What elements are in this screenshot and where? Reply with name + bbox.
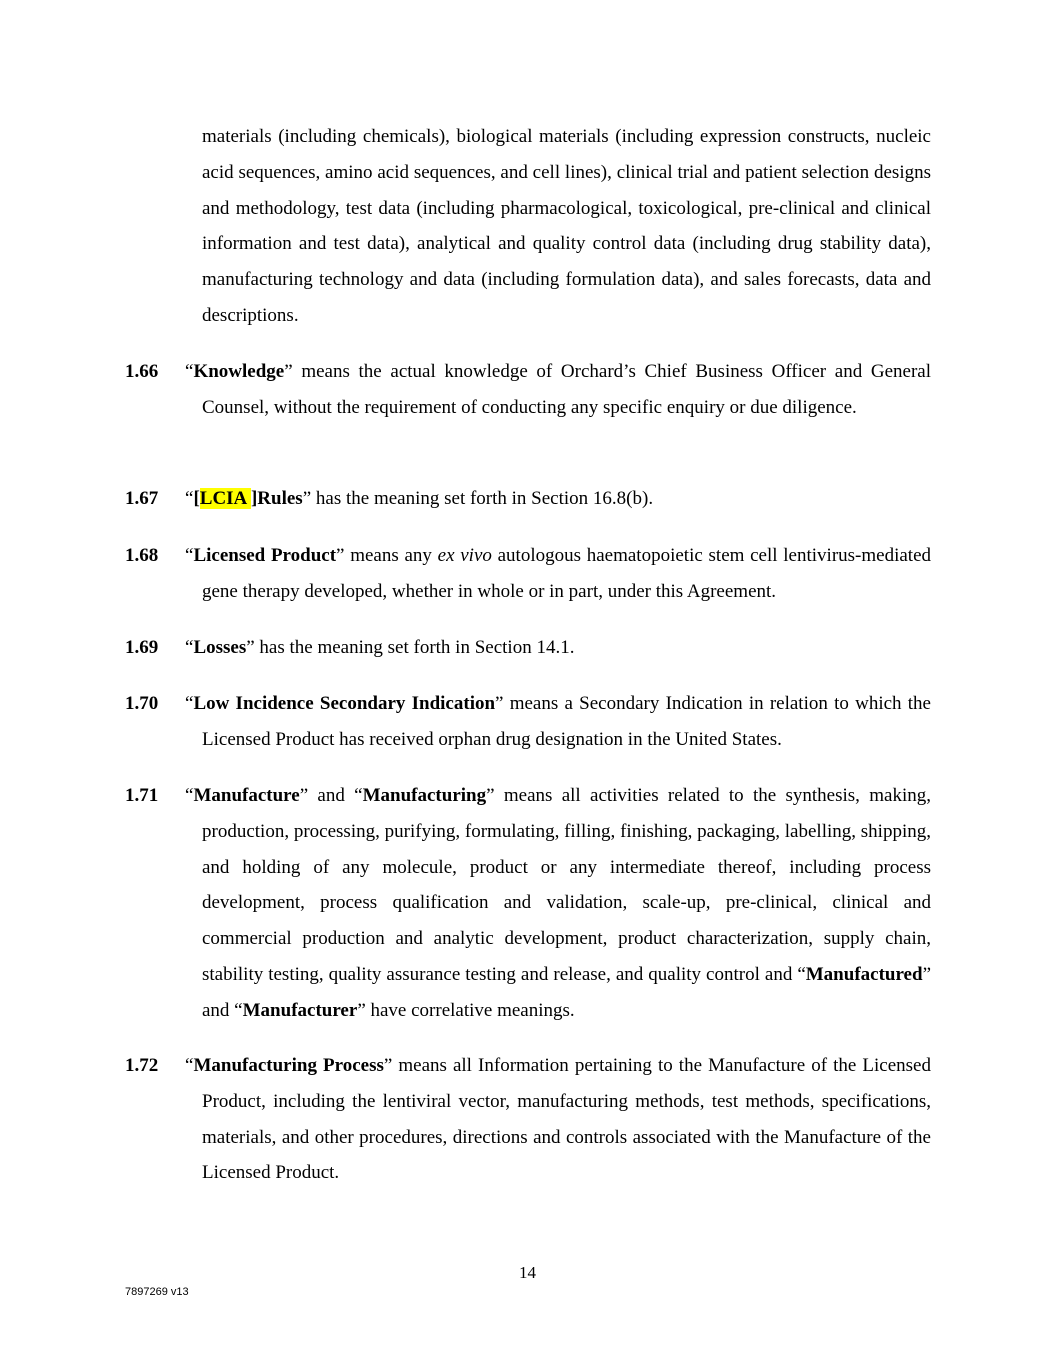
clause-number: 1.71 — [125, 785, 159, 806]
clause-number: 1.66 — [125, 361, 159, 382]
definition-text: ” has the meaning set forth in Section 16.8(b). — [302, 488, 654, 509]
defined-term: Knowledge — [193, 361, 285, 382]
open-quote: “ — [185, 1055, 194, 1076]
italic-phrase: ex vivo — [437, 545, 492, 566]
clause-1-66 — [125, 354, 931, 426]
defined-term: Licensed Product — [193, 545, 337, 566]
definition-text: ” has the meaning set forth in Section 14.1. — [246, 637, 575, 658]
clause-1-69 — [125, 630, 931, 666]
defined-term: Manufacturing Process — [193, 1055, 384, 1076]
clause-1-71 — [125, 778, 931, 1029]
definition-text: ” means the actual knowledge of Orchard’s Chief Business Officer and General Counsel, without the requirement of conducting any specific enquiry or due diligence. — [202, 361, 931, 418]
clause-1-68 — [125, 538, 931, 610]
defined-term: Low Incidence Secondary Indication — [193, 693, 496, 714]
defined-term-3: Manufactured — [805, 963, 923, 985]
clause-1-72 — [125, 1048, 931, 1191]
definition-text: ” means all Information pertaining to the Manufacture of the Licensed Product, including the lentiviral vector, manufacturing methods, test methods, specifications, materials, and other procedures, directions and controls associated with the Manufacture of the Licensed Product. — [202, 1055, 931, 1184]
open-quote: “ — [185, 785, 194, 806]
definition-text: ” means any — [336, 545, 438, 566]
bracket-open: [ — [193, 488, 200, 509]
defined-term: Losses — [193, 637, 247, 658]
open-quote: “ — [185, 545, 194, 566]
definition-text-end: ” have correlative meanings. — [357, 999, 575, 1021]
clause-number: 1.68 — [125, 545, 159, 566]
continuation-paragraph: materials (including chemicals), biological materials (including expression constructs, nucleic acid sequences, amino acid sequences, and cell lines), clinical trial and patient selection designs and methodology, test data (including pharmacological, toxicological, pre-clinical and clinical information and test data), analytical and quality control data (including drug stability data), manufacturing technology and data (including formulation data), and sales forecasts, data and descriptions. — [202, 126, 931, 326]
clause-number: 1.69 — [125, 637, 159, 658]
clause-1-70 — [125, 686, 931, 758]
highlighted-term: LCIA — [199, 488, 251, 509]
clause-number: 1.72 — [125, 1055, 159, 1076]
open-quote: “ — [185, 693, 194, 714]
clause-1-67 — [125, 481, 931, 517]
definition-text: ” means a Secondary Indication in relation to which the Licensed Product has received orphan drug designation in the United States. — [202, 693, 931, 750]
open-quote: “ — [185, 361, 194, 382]
open-quote: “ — [185, 488, 194, 509]
document-id: 7897269 v13 — [125, 1286, 189, 1298]
clause-number: 1.67 — [125, 488, 159, 509]
definition-text-cont: autologous haematopoietic stem cell lentivirus-mediated gene therapy developed, whether in whole or in part, under this Agreement. — [202, 545, 932, 602]
open-quote: “ — [185, 637, 194, 658]
conjunction: ” and “ — [299, 785, 363, 806]
clause-number: 1.70 — [125, 693, 159, 714]
defined-term: Manufacture — [193, 785, 300, 806]
defined-term-2: Manufacturing — [362, 785, 487, 806]
defined-term-4: Manufacturer — [242, 999, 358, 1021]
page-number: 14 — [519, 1263, 536, 1282]
defined-term: ]Rules — [250, 488, 303, 509]
definition-text: ” means all activities related to the synthesis, making, production, processing, purifying, formulating, filling, finishing, packaging, labelling, shipping, and holding of any molecule, product or any intermediate thereof, including process development, process qualification and validation, scale-up, pre-clinical, clinical and commercial production and analytic development, product characterization, supply chain, stability testing, quality assurance testing and release, and quality control and “ — [202, 785, 931, 985]
conjunction-2: ” and “ — [202, 963, 931, 1021]
